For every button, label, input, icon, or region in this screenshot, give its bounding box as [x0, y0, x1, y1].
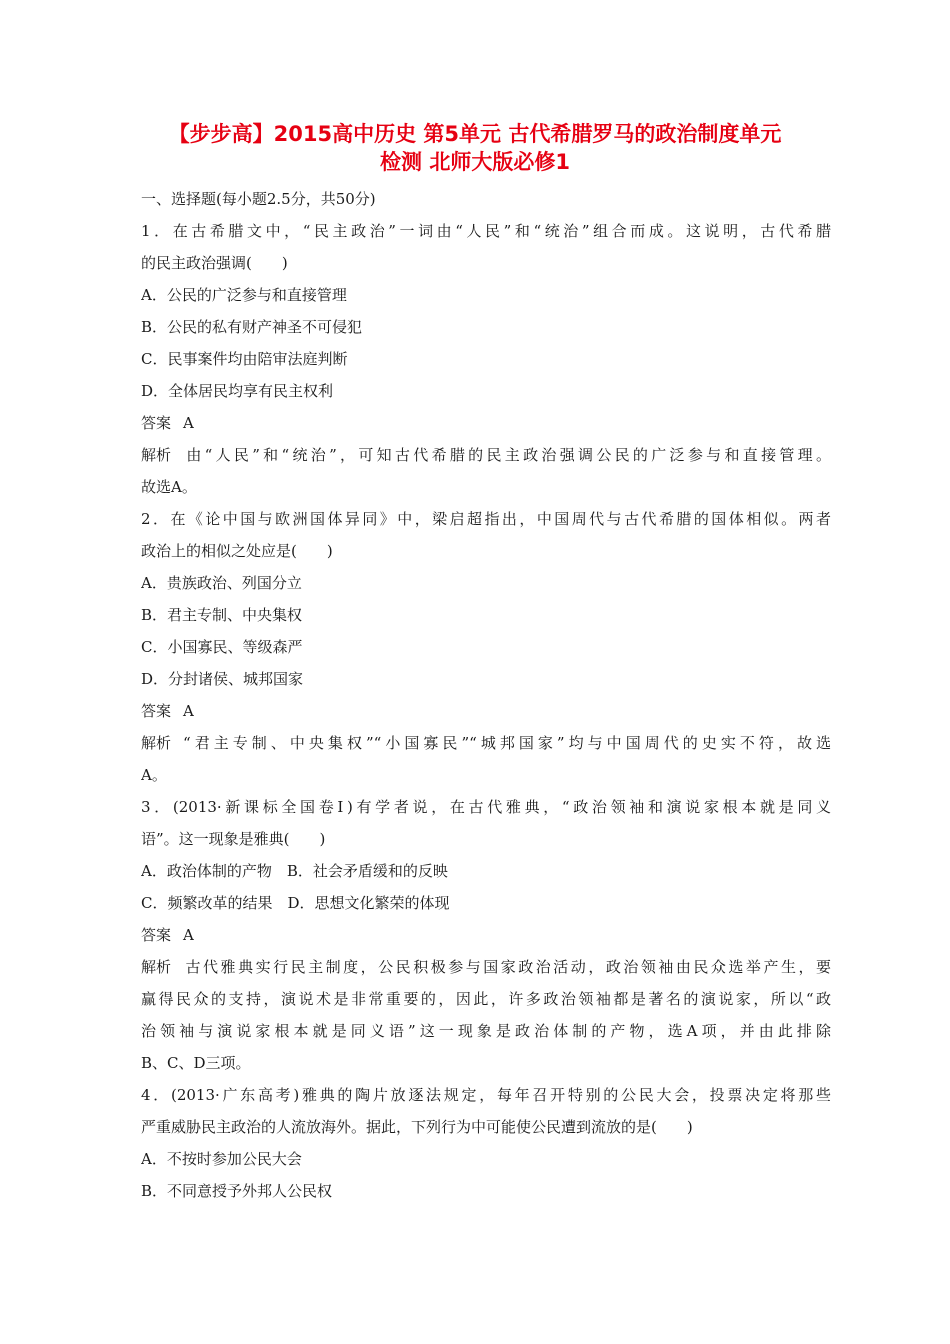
q1-answer [141, 407, 831, 439]
q2-analysis-label: 解析 [141, 734, 172, 752]
q2-answer-label: 答案 [141, 702, 172, 720]
q3-analysis-line-2: 赢得民众的支持，演说术是非常重要的，因此，许多政治领袖都是著名的演说家，所以“政 [141, 990, 831, 1008]
q2-analysis-line-1 [141, 727, 831, 759]
q2-option-b: B．君主专制、中央集权 [141, 606, 303, 624]
q3-analysis-line-4: B、C、D三项。 [141, 1054, 251, 1072]
q2-answer-value: A [183, 702, 194, 720]
q1-answer-label: 答案 [141, 414, 172, 432]
q3-answer [141, 919, 831, 951]
q1-analysis-text-1: 由“人民”和“统治”，可知古代希腊的民主政治强调公民的广泛参与和直接管理。 [183, 446, 831, 464]
q2-stem-line-1: 2．在《论中国与欧洲国体异同》中，梁启超指出，中国周代与古代希腊的国体相似。两者 [141, 510, 831, 528]
q1-analysis-line-1 [141, 439, 831, 471]
q1-option-b: B．公民的私有财产神圣不可侵犯 [141, 318, 363, 336]
q4-stem-line-2: 严重威胁民主政治的人流放海外。据此，下列行为中可能使公民遭到流放的是( ) [141, 1118, 693, 1136]
q3-options-line-2: C．频繁改革的结果 D．思想文化繁荣的体现 [141, 894, 450, 912]
section-heading: 一、选择题(每小题2.5分，共50分) [141, 190, 376, 208]
title-line-1: 【步步高】2015高中历史 第5单元 古代希腊罗马的政治制度单元 [168, 122, 782, 146]
q1-option-c: C．民事案件均由陪审法庭判断 [141, 350, 348, 368]
document-body [141, 183, 831, 1207]
q1-analysis-line-2: 故选A。 [141, 478, 197, 496]
q4-option-b: B．不同意授予外邦人公民权 [141, 1182, 333, 1200]
q3-answer-value: A [183, 926, 194, 944]
q2-option-c: C．小国寡民、等级森严 [141, 638, 303, 656]
q1-answer-value: A [183, 414, 194, 432]
q3-answer-label: 答案 [141, 926, 172, 944]
title-line-2: 检测 北师大版必修1 [380, 150, 570, 174]
q1-option-a: A．公民的广泛参与和直接管理 [141, 286, 347, 304]
q2-analysis-line-2: A。 [141, 766, 167, 784]
q4-stem-line-1: 4．(2013·广东高考)雅典的陶片放逐法规定，每年召开特别的公民大会，投票决定将那些 [141, 1086, 831, 1104]
q3-analysis-label: 解析 [141, 958, 172, 976]
q1-stem-line-2: 的民主政治强调( ) [141, 254, 288, 272]
document-title [100, 120, 850, 176]
q2-option-a: A．贵族政治、列国分立 [141, 574, 302, 592]
q3-analysis-line-3: 治领袖与演说家根本就是同义语”这一现象是政治体制的产物，选A项，并由此排除 [141, 1022, 831, 1040]
q2-analysis-text-1: “君主专制、中央集权”“小国寡民”“城邦国家”均与中国周代的史实不符，故选 [183, 734, 831, 752]
q2-option-d: D．分封诸侯、城邦国家 [141, 670, 304, 688]
q3-stem-line-1: 3．(2013·新课标全国卷Ⅰ)有学者说，在古代雅典，“政治领袖和演说家根本就是同义 [141, 798, 831, 816]
q1-analysis-label: 解析 [141, 446, 172, 464]
q2-answer [141, 695, 831, 727]
q3-analysis-line-1 [141, 951, 831, 983]
q3-analysis-text-1: 古代雅典实行民主制度，公民积极参与国家政治活动，政治领袖由民众选举产生，要 [183, 958, 831, 976]
q3-options-line-1: A．政治体制的产物 B．社会矛盾缓和的反映 [141, 862, 448, 880]
q3-stem-line-2: 语”。这一现象是雅典( ) [141, 830, 326, 848]
q1-stem-line-1: 1．在古希腊文中，“民主政治”一词由“人民”和“统治”组合而成。这说明，古代希腊 [141, 222, 831, 240]
q4-option-a: A．不按时参加公民大会 [141, 1150, 302, 1168]
q2-stem-line-2: 政治上的相似之处应是( ) [141, 542, 333, 560]
q1-option-d: D．全体居民均享有民主权利 [141, 382, 334, 400]
